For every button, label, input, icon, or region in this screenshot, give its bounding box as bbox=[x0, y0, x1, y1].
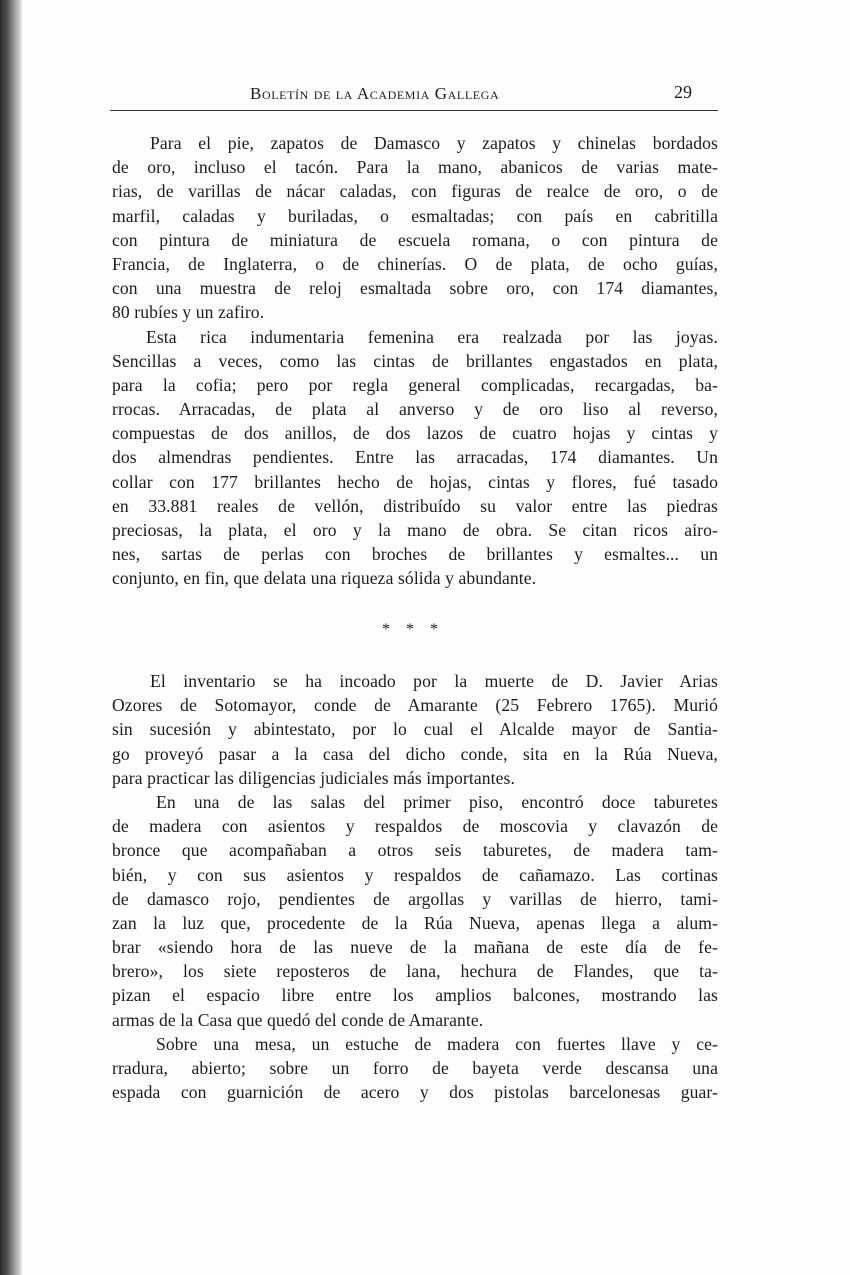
paragraph-line: marfil, caladas y buriladas, o esmaltadas; con país en cabritilla bbox=[112, 205, 718, 226]
paragraph-line: pizan el espacio libre entre los amplios balcones, mostrando las bbox=[112, 985, 718, 1006]
running-title: Boletín de la Academia Gallega bbox=[250, 84, 500, 103]
paragraph-line: con pintura de miniatura de escuela romana, o con pintura de bbox=[112, 229, 718, 250]
paragraph-line: de madera con asientos y respaldos de moscovia y clavazón de bbox=[112, 816, 718, 837]
text-section-1 bbox=[112, 131, 718, 591]
page-number: 29 bbox=[674, 82, 692, 102]
paragraph-line: bronce que acompañaban a otros seis taburetes, de madera tam- bbox=[112, 840, 718, 861]
paragraph-line: preciosas, la plata, el oro y la mano de obra. Se citan ricos airo- bbox=[112, 520, 718, 540]
page-header bbox=[110, 80, 718, 111]
paragraph-line: armas de la Casa que quedó del conde de Amarante. bbox=[112, 1009, 484, 1030]
paragraph-line: Sencillas a veces, como las cintas de brillantes engastados en plata, bbox=[112, 350, 718, 371]
paragraph-line: nes, sartas de perlas con broches de brillantes y esmaltes... un bbox=[112, 544, 718, 565]
paragraph-line: El inventario se ha incoado por la muerte de D. Javier Arias bbox=[150, 671, 718, 691]
paragraph-line: Ozores de Sotomayor, conde de Amarante (25 Febrero 1765). Murió bbox=[112, 695, 718, 716]
paragraph-line: conjunto, en fin, que delata una riqueza sólida y abundante. bbox=[112, 568, 537, 589]
paragraph-line: espada con guarnición de acero y dos pistolas barcelonesas guar- bbox=[112, 1082, 718, 1103]
paragraph-line: con una muestra de reloj esmaltada sobre oro, con 174 diamantes, bbox=[112, 278, 718, 299]
paragraph-line: Sobre una mesa, un estuche de madera con fuertes llave y ce- bbox=[156, 1033, 718, 1054]
paragraph-line: rradura, abierto; sobre un forro de bayeta verde descansa una bbox=[112, 1058, 718, 1078]
paragraph-line: sin sucesión y abintestato, por lo cual el Alcalde mayor de Santia- bbox=[112, 719, 718, 740]
paragraph-line: compuestas de dos anillos, de dos lazos de cuatro hojas y cintas y bbox=[112, 423, 718, 444]
paragraph-line: bién, y con sus asientos y respaldos de cañamazo. Las cortinas bbox=[112, 864, 718, 885]
paragraph-line: Para el pie, zapatos de Damasco y zapatos y chinelas bordados bbox=[150, 133, 718, 153]
section-separator: * * * bbox=[382, 621, 444, 638]
paragraph-line: En una de las salas del primer piso, encontró doce taburetes bbox=[156, 791, 718, 812]
paragraph-line: go proveyó pasar a la casa del dicho conde, sita en la Rúa Nueva, bbox=[112, 743, 718, 764]
paragraph-line: para la cofia; pero por regla general complicadas, recargadas, ba- bbox=[112, 374, 718, 395]
paragraph-line: Francia, de Inglaterra, o de chinerías. O de plata, de ocho guías, bbox=[112, 253, 718, 274]
paragraph-line: en 33.881 reales de vellón, distribuído su valor entre las piedras bbox=[112, 495, 718, 516]
paragraph-line: brero», los siete reposteros de lana, hechura de Flandes, que ta- bbox=[112, 961, 718, 982]
paragraph-line: 80 rubíes y un zafiro. bbox=[112, 302, 265, 323]
book-spine-shadow bbox=[0, 0, 22, 1275]
paragraph-line: zan la luz que, procedente de la Rúa Nueva, apenas llega a alum- bbox=[112, 912, 718, 933]
paragraph-line: rias, de varillas de nácar caladas, con figuras de realce de oro, o de bbox=[112, 181, 718, 202]
paragraph-line: dos almendras pendientes. Entre las arracadas, 174 diamantes. Un bbox=[112, 447, 718, 468]
paragraph-line: de oro, incluso el tacón. Para la mano, abanicos de varias mate- bbox=[112, 157, 718, 178]
text-section-2 bbox=[112, 669, 718, 1104]
paragraph-line: rrocas. Arracadas, de plata al anverso y de oro liso al reverso, bbox=[112, 399, 718, 420]
paragraph-line: de damasco rojo, pendientes de argollas y varillas de hierro, tami- bbox=[112, 888, 718, 909]
paragraph-line: collar con 177 brillantes hecho de hojas, cintas y flores, fué tasado bbox=[112, 471, 718, 492]
paragraph-line: Esta rica indumentaria femenina era realzada por las joyas. bbox=[146, 326, 718, 347]
paragraph-line: para practicar las diligencias judiciales más importantes. bbox=[112, 767, 515, 788]
paragraph-line: brar «siendo hora de las nueve de la mañana de este día de fe- bbox=[112, 937, 718, 958]
